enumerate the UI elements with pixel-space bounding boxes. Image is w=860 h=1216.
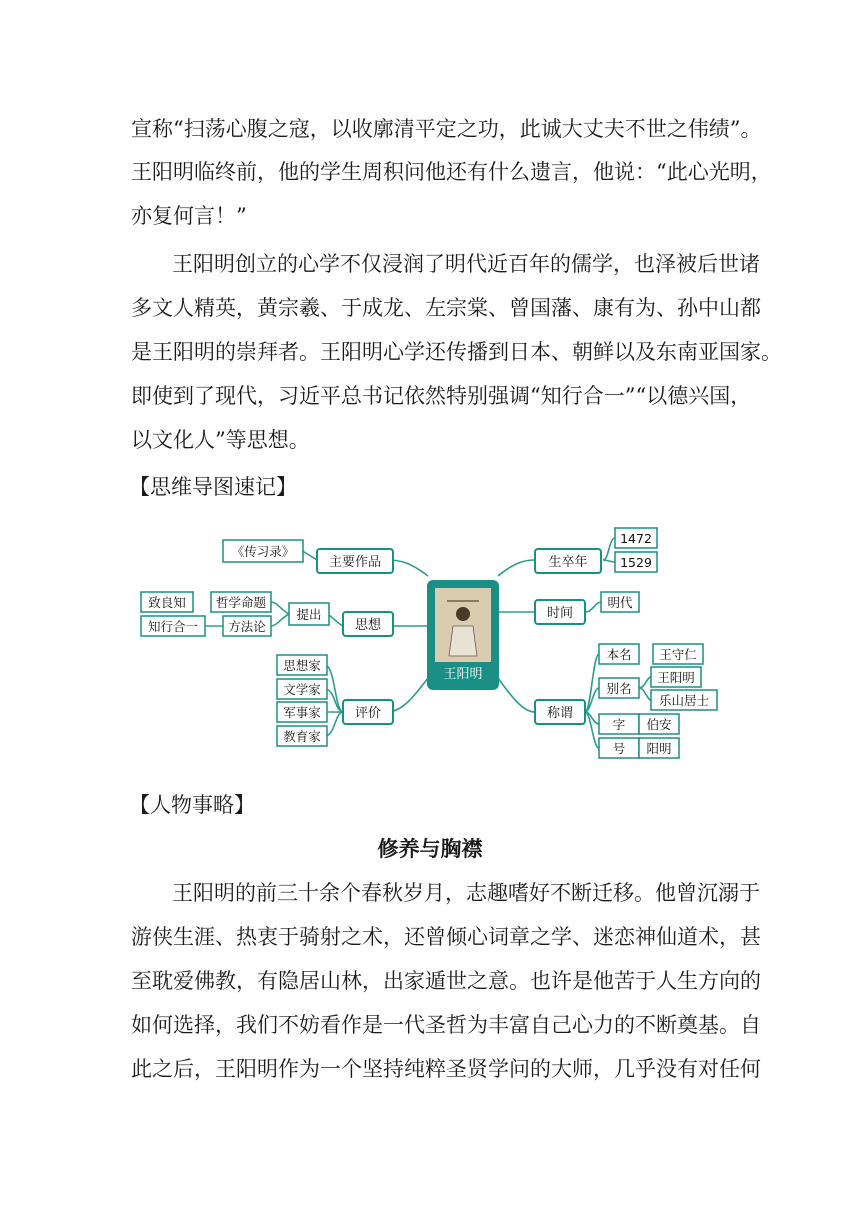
node-works — [317, 549, 393, 573]
text-line: 王阳明创立的心学不仅浸润了明代近百年的儒学，也泽被后世诸 — [172, 252, 760, 276]
text-line: 多文人精英，黄宗羲、于成龙、左宗棠、曾国藩、康有为、孙中山都 — [131, 296, 761, 320]
text-line: 如何选择，我们不妨看作是一代圣哲为丰富自己心力的不断奠基。自 — [131, 1013, 761, 1037]
text-line: 宣称“扫荡心腹之寇，以收廓清平定之功，此诚大丈夫不世之伟绩”。 — [131, 117, 762, 141]
svg-text:阳明: 阳明 — [646, 741, 672, 756]
portrait-head — [456, 607, 470, 621]
svg-text:别名: 别名 — [606, 681, 632, 696]
node-era-label: 时间 — [546, 606, 574, 621]
svg-text:致良知: 致良知 — [148, 595, 186, 610]
mindmap-heading: 【思维导图速记】 — [129, 475, 297, 499]
node-life-label: 生卒年 — [548, 555, 588, 570]
svg-text:明代: 明代 — [607, 595, 633, 610]
leaf-eval — [277, 655, 327, 746]
leaf-era — [601, 592, 639, 612]
svg-text:方法论: 方法论 — [228, 619, 266, 634]
portrait-robe — [449, 626, 477, 656]
svg-text:1529: 1529 — [620, 555, 652, 570]
section-title: 修养与胸襟 — [377, 836, 483, 861]
svg-text:1472: 1472 — [620, 531, 652, 546]
mind-map — [135, 522, 725, 762]
leaf-works-label: 《传习录》 — [231, 544, 295, 559]
svg-text:本名: 本名 — [606, 647, 632, 662]
center-label: 王阳明 — [443, 667, 483, 682]
node-works-label: 主要作品 — [328, 555, 382, 570]
node-thought-label: 思想 — [354, 618, 382, 633]
node-propose-label: 提出 — [296, 607, 322, 622]
node-thought — [343, 612, 393, 636]
leaf-names — [599, 644, 717, 758]
text-line: 此之后，王阳明作为一个坚持纯粹圣贤学问的大师，几乎没有对任何 — [131, 1057, 761, 1081]
node-eval-label: 评价 — [354, 706, 382, 721]
text-line: 游侠生涯、热衷于骑射之术，还曾倾心词章之学、迷恋神仙道术，甚 — [131, 925, 761, 949]
node-eval — [343, 700, 393, 724]
svg-text:伯安: 伯安 — [646, 717, 672, 732]
svg-text:字: 字 — [612, 717, 626, 732]
text-line: 王阳明的前三十余个春秋岁月，志趣嗜好不断迁移。他曾沉溺于 — [172, 881, 760, 905]
node-era — [535, 600, 585, 624]
svg-text:文学家: 文学家 — [283, 682, 321, 697]
node-life — [535, 549, 601, 573]
leaf-life — [615, 528, 657, 572]
svg-text:教育家: 教育家 — [283, 729, 321, 744]
svg-text:哲学命题: 哲学命题 — [215, 595, 267, 610]
text-line: 是王阳明的崇拜者。王阳明心学还传播到日本、朝鲜以及东南亚国家。 — [131, 340, 782, 364]
svg-text:乐山居士: 乐山居士 — [658, 693, 710, 708]
svg-text:王阳明: 王阳明 — [657, 670, 695, 685]
text-line: 以文化人”等思想。 — [131, 428, 310, 452]
node-names-label: 称谓 — [546, 706, 574, 721]
node-propose — [289, 603, 329, 625]
text-line: 王阳明临终前，他的学生周积问他还有什么遗言，他说：“此心光明， — [131, 160, 772, 184]
svg-text:思想家: 思想家 — [283, 658, 321, 673]
node-names — [535, 700, 585, 724]
svg-text:知行合一: 知行合一 — [147, 619, 199, 634]
text-line: 即使到了现代，习近平总书记依然特别强调“知行合一”“以德兴国， — [131, 384, 752, 408]
leaf-works — [223, 540, 303, 562]
leaf-propose — [141, 592, 271, 636]
svg-text:军事家: 军事家 — [283, 705, 321, 720]
svg-text:王守仁: 王守仁 — [659, 647, 697, 662]
text-line: 亦复何言！” — [131, 204, 247, 228]
deeds-heading: 【人物事略】 — [129, 793, 255, 817]
text-line: 至耽爱佛教，有隐居山林，出家遁世之意。也许是他苦于人生方向的 — [131, 969, 761, 993]
center-node — [427, 580, 499, 690]
svg-text:号: 号 — [612, 741, 626, 756]
